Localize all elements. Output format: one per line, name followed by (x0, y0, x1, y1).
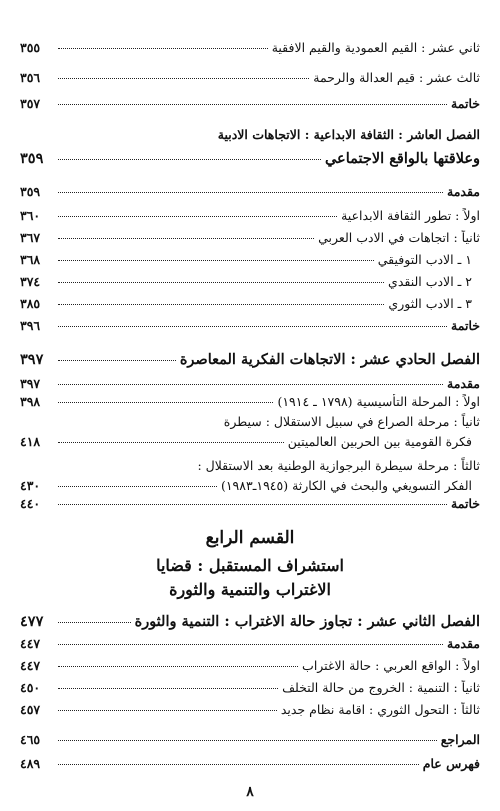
toc-entry: اولاً : الواقع العربي : حالة الاغتراب ٤٤٧ (20, 658, 480, 673)
toc-entry: ثانياً : اتجاهات في الادب العربي ٣٦٧ (20, 230, 480, 245)
toc-entry: ثالثاً : مرحلة سيطرة البرجوازية الوطنية بعد الاستقلال : (197, 458, 480, 473)
chapter-11-title: الفصل الحادي عشر : الاتجاهات الفكرية المعاصرة ٣٩٧ (20, 351, 480, 368)
part-heading: القسم الرابع (205, 528, 295, 548)
toc-entry: ١ ـ الادب التوفيقي ٣٦٨ (20, 252, 472, 267)
toc-entry-cont: الفكر التسويغي والبحث في الكارثة (١٩٤٥ـ١٩٨٣) ٤٣٠ (20, 478, 472, 493)
toc-entry: خاتمة ٤٤٠ (20, 496, 480, 511)
toc-entry: اولاً : المرحلة التأسيسية (١٧٩٨ ـ ١٩١٤) ٣٩٨ (20, 394, 480, 409)
toc-entry-index: فهرس عام ٤٨٩ (20, 756, 480, 771)
chapter-10-title-cont: وعلاقتها بالواقع الاجتماعي ٣٥٩ (20, 150, 480, 167)
toc-entry: خاتمة ٣٥٧ (20, 96, 480, 111)
toc-entry-cont: فكرة القومية بين الحربين العالميتين ٤١٨ (20, 434, 472, 449)
toc-entry: ثاني عشر : القيم العمودية والقيم الافقية ٣٥٥ (20, 40, 480, 55)
toc-entry: ثالث عشر : قيم العدالة والرحمة ٣٥٦ (20, 70, 480, 85)
toc-entry: خاتمة ٣٩٦ (20, 318, 480, 333)
part-title: الاغتراب والتنمية والثورة (169, 580, 331, 599)
toc-entry: ٣ ـ الادب الثوري ٣٨٥ (20, 296, 472, 311)
chapter-12-title: الفصل الثاني عشر : تجاوز حالة الاغتراب : التنمية والثورة ٤٧٧ (20, 613, 480, 630)
toc-entry-references: المراجع ٤٦٥ (20, 732, 480, 747)
toc-entry: مقدمة ٣٥٩ (20, 184, 480, 199)
toc-entry: مقدمة ٣٩٧ (20, 376, 480, 391)
toc-entry: ثالثاً : التحول الثوري : اقامة نظام جديد ٤٥٧ (20, 702, 480, 717)
page-number: ٨ (246, 784, 254, 800)
toc-entry: اولاً : تطور الثقافة الابداعية ٣٦٠ (20, 208, 480, 223)
toc-entry: مقدمة ٤٤٧ (20, 636, 480, 651)
chapter-10-title: الفصل العاشر : الثقافة الابداعية : الاتجاهات الادبية (217, 127, 480, 142)
toc-entry: ثانياً : التنمية : الخروج من حالة التخلف ٤٥٠ (20, 680, 480, 695)
toc-entry: ٢ ـ الادب النقدي ٣٧٤ (20, 274, 472, 289)
part-title: استشراف المستقبل : قضايا (156, 556, 344, 575)
toc-entry: ثانياً : مرحلة الصراع في سبيل الاستقلال : سيطرة (223, 414, 480, 429)
